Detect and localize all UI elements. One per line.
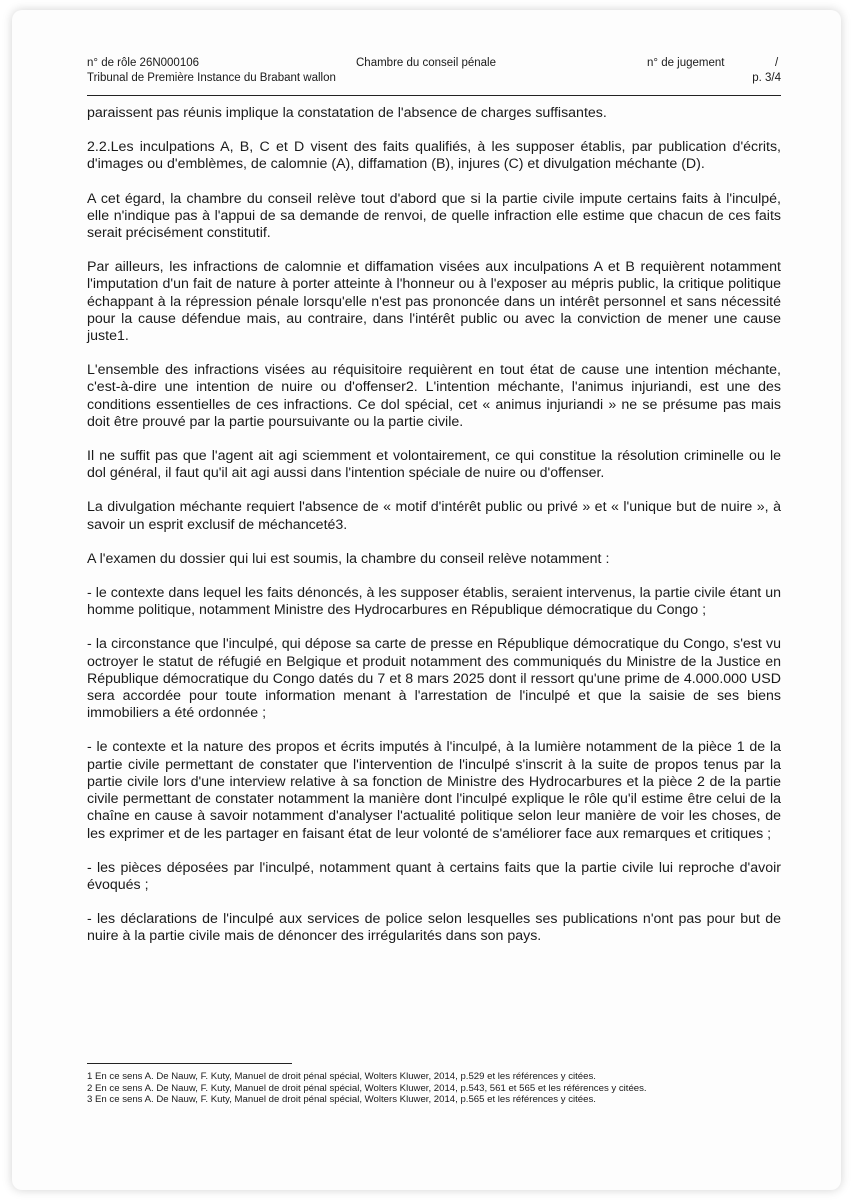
paragraph-a-cet-egard: A cet égard, la chambre du conseil relève tout d'abord que si la partie civile impute certains faits à l'inculpé, elle n'indique pas à l'appui de sa demande de renvoi, de quelle infraction elle estime que chacun de ces faits serait précisément constitutif.	[87, 190, 781, 242]
list-item-declarations: - les déclarations de l'inculpé aux services de police selon lesquelles ses publications n'ont pas pour but de nuire à la partie civile mais de dénoncer des irrégularités dans son pays.	[87, 911, 781, 945]
header-divider	[87, 95, 781, 96]
paragraph-par-ailleurs: Par ailleurs, les infractions de calomnie et diffamation visées aux inculpations A et B requièrent notamment l'imputation d'un fait de nature à porter atteinte à l'honneur ou à l'exposer au mépris public, la critique politique échappant à la répression pénale lorsqu'elle n'est pas prononcée dans un intérêt personnel et sans nécessité pour la cause défendue mais, au contraire, dans l'intérêt public ou avec la conviction de mener une cause juste1.	[87, 259, 781, 345]
paragraph-divulgation: La divulgation méchante requiert l'absence de « motif d'intérêt public ou privé » et « l'unique but de nuire », à savoir un esprit exclusif de méchanceté3.	[87, 499, 781, 533]
page-header	[87, 56, 781, 100]
role-number: n° de rôle 26N000106	[87, 57, 200, 69]
tribunal-name: Tribunal de Première Instance du Brabant wallon	[87, 72, 336, 84]
footnote-3: 3 En ce sens A. De Nauw, F. Kuty, Manuel de droit pénal spécial, Wolters Kluwer, 2014, p.565 et les références y citées.	[87, 1094, 596, 1106]
paragraph-examen: A l'examen du dossier qui lui est soumis, la chambre du conseil relève notamment :	[87, 550, 610, 567]
list-item-propos: - le contexte et la nature des propos et écrits imputés à l'inculpé, à la lumière notamment de la pièce 1 de la partie civile permettant de constater que l'intervention de l'inculpé s'inscrit à la suite de propos tenus par la partie civile lors d'une interview relative à sa fonction de Ministre des Hydrocarbures et la pièce 2 de la partie civile permettant de constater notamment la manière dont l'inculpé explique le rôle qu'il estime être celui de la chaîne en cause à savoir notamment d'analyser l'actualité politique selon leur manière de voir les choses, de les exprimer et de les partager en faisant état de leur volonté de s'améliorer face aux remarques et critiques ;	[87, 739, 781, 842]
list-item-contexte: - le contexte dans lequel les faits dénoncés, à les supposer établis, seraient intervenus, la partie civile étant un homme politique, notamment Ministre des Hydrocarbures en République démocratique du Congo ;	[87, 585, 781, 619]
paragraph-continuation: paraissent pas réunis implique la constatation de l'absence de charges suffisantes.	[87, 105, 607, 121]
footnote-1: 1 En ce sens A. De Nauw, F. Kuty, Manuel de droit pénal spécial, Wolters Kluwer, 2014, p.529 et les références y citées.	[87, 1071, 596, 1082]
footnote-divider	[87, 1063, 292, 1064]
page-number: p. 3/4	[752, 72, 781, 84]
judgment-number-label: n° de jugement	[647, 57, 725, 69]
list-item-pieces: - les pièces déposées par l'inculpé, notamment quant à certains faits que la partie civile lui reproche d'avoir évoqués ;	[87, 859, 781, 893]
paragraph-inculpations: 2.2.Les inculpations A, B, C et D visent des faits qualifiés, à les supposer établis, par publication d'écrits, d'images ou d'emblèmes, de calomnie (A), diffamation (B), injures (C) et divulgation méchante (D).	[87, 139, 781, 173]
chamber-name: Chambre du conseil pénale	[356, 57, 497, 69]
footnotes	[87, 1071, 781, 1106]
paragraph-intention-mechante: L'ensemble des infractions visées au réquisitoire requièrent en tout état de cause une intention méchante, c'est-à-dire une intention de nuire ou d'offenser2. L'intention méchante, l'animus injuriandi, est une des conditions essentielles de ces infractions. Ce dol spécial, cet « animus injuriandi » ne se présume pas mais doit être prouvé par la partie poursuivante ou la partie civile.	[87, 362, 781, 430]
document-body	[87, 105, 781, 963]
footnote-2: 2 En ce sens A. De Nauw, F. Kuty, Manuel de droit pénal spécial, Wolters Kluwer, 2014, p.543, 561 et 565 et les références y citées.	[87, 1082, 647, 1094]
list-item-circonstance: - la circonstance que l'inculpé, qui dépose sa carte de presse en République démocratique du Congo, s'est vu octroyer le statut de réfugié en Belgique et produit notamment des communiqués du Ministre de la Justice en République démocratique du Congo datés du 7 et 8 mars 2025 dont il ressort qu'une prime de 4.000.000 USD sera accordée pour toute information menant à l'arrestation de l'inculpé et que la saisie de ses biens immobiliers a été ordonnée ;	[87, 636, 781, 722]
document-page	[12, 10, 841, 1190]
judgment-number-slash: /	[775, 57, 779, 69]
paragraph-dol-general: Il ne suffit pas que l'agent ait agi sciemment et volontairement, ce qui constitue la résolution criminelle ou le dol général, il faut qu'il ait agi aussi dans l'intention spéciale de nuire ou d'offenser.	[87, 448, 781, 482]
